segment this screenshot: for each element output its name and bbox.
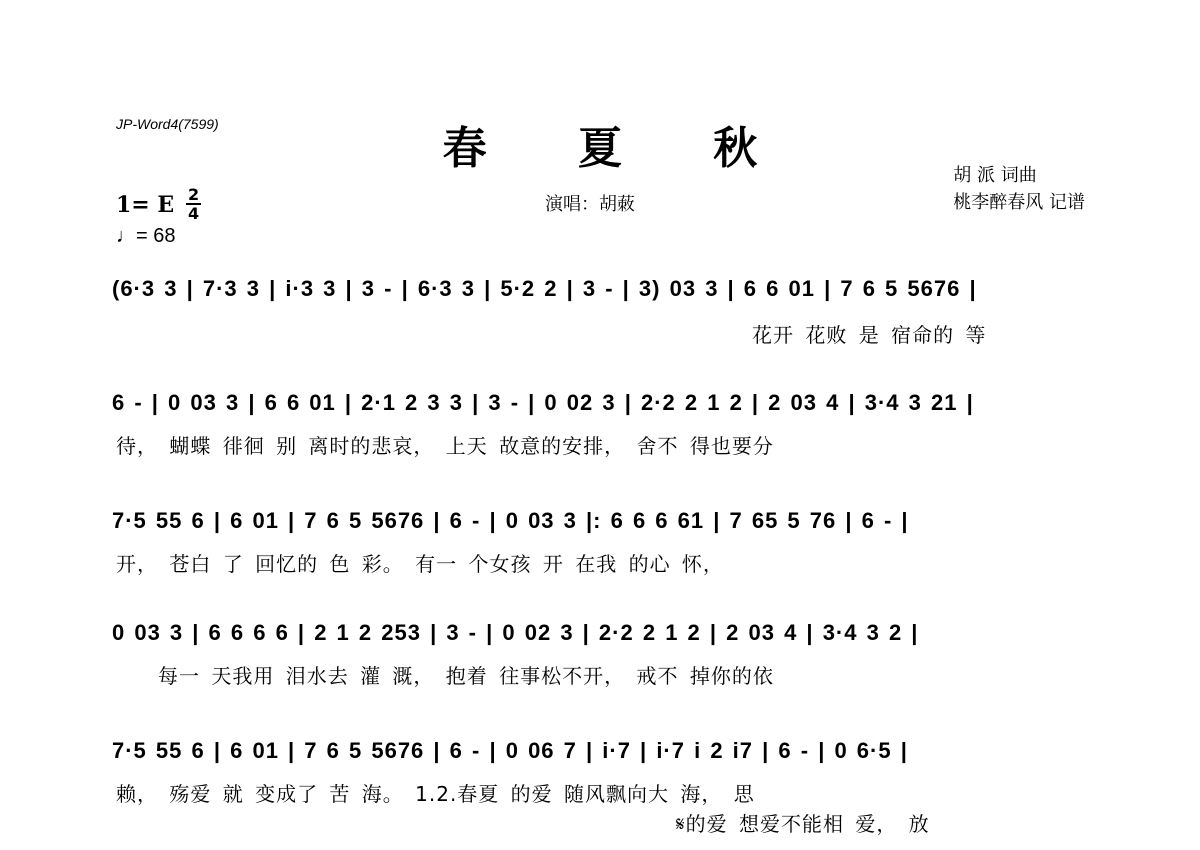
notation-row-3: 7·5 55 6 | 6 01 | 7 6 5 5676 | 6 - | 0 03 3 |: 6 6 6 61 | 7 65 5 76 | 6 - | [112, 508, 909, 533]
song-title: 春 夏 秋 [442, 123, 796, 174]
notation-row-5: 7·5 55 6 | 6 01 | 7 6 5 5676 | 6 - | 0 06 7 | i·7 | i·7 i 2 i7 | 6 - | 0 6·5 | [112, 738, 908, 763]
key-signature: 1= E [116, 192, 175, 218]
lyrics-row-5: 赖， 殇爱 就 变成了 苦 海。 1.2.春夏 的爱 随风飘向大 海， 思 [116, 782, 755, 806]
notation-row-1: (6·3 3 | 7·3 3 | i·3 3 | 3 - | 6·3 3 | 5·2 2 | 3 - | 3) 03 3 | 6 6 01 | 7 6 5 5676 | [112, 276, 977, 301]
time-signature [186, 186, 201, 222]
credits-block [953, 162, 1085, 216]
lyricist-composer-credit: 胡 派 词曲 [953, 165, 1037, 186]
lyrics-row-4: 每一 天我用 泪水去 灌 溉， 抱着 往事松不开， 戒不 掉你的依 [158, 664, 774, 688]
time-signature-numerator: 2 [188, 185, 200, 204]
lyrics-row-3: 开， 苍白 了 回忆的 色 彩。 有一 个女孩 开 在我 的心 怀， [116, 552, 724, 576]
notation-row-4: 0 03 3 | 6 6 6 6 | 2 1 2 253 | 3 - | 0 02 3 | 2·2 2 1 2 | 2 03 4 | 3·4 3 2 | [112, 620, 919, 645]
tempo-marking: ♩= 68 [116, 225, 176, 247]
lyrics-row-2: 待， 蝴蝶 徘徊 别 离时的悲哀， 上天 故意的安排， 舍不 得也要分 [116, 434, 774, 458]
time-signature-denominator: 4 [188, 204, 200, 223]
notation-row-2: 6 - | 0 03 3 | 6 6 01 | 2·1 2 3 3 | 3 - | 0 02 3 | 2·2 2 1 2 | 2 03 4 | 3·4 3 21 | [112, 390, 974, 415]
singer-credit: 演唱：胡蓛 [545, 194, 635, 215]
software-watermark: JP-Word4(7599) [116, 116, 219, 132]
lyrics-row-1: 花开 花败 是 宿命的 等 [752, 323, 987, 347]
lyrics-row-5-second-verse: 𝄋的爱 想爱不能相 爱， 放 [676, 812, 930, 836]
transcriber-credit: 桃李醉春风 记谱 [953, 192, 1085, 213]
